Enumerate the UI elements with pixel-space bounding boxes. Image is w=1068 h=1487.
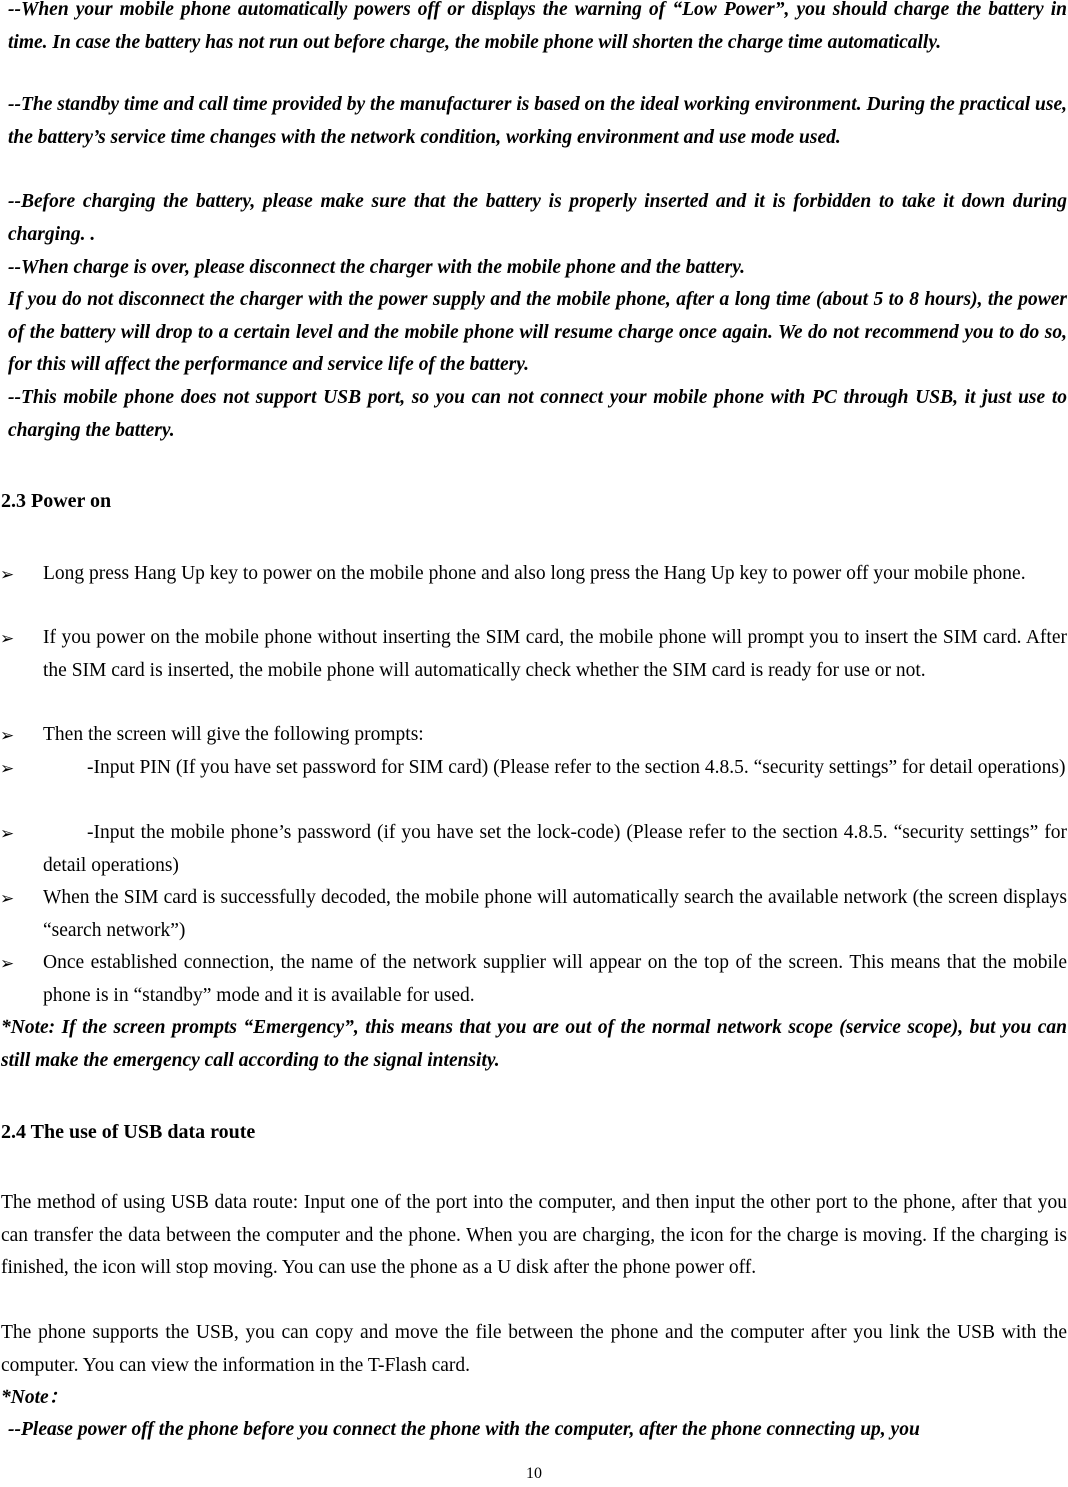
arrow-bullet-icon: ➢	[0, 629, 15, 649]
battery-note-disconnect: --When charge is over, please disconnect the charger with the mobile phone and the battery.	[8, 257, 746, 278]
list-item-text	[43, 752, 1067, 785]
arrow-bullet-icon: ➢	[0, 759, 15, 779]
usb-note-label: *Note：	[1, 1387, 69, 1408]
arrow-bullet-icon: ➢	[0, 565, 15, 585]
battery-note-long-charge: If you do not disconnect the charger with the power supply and the mobile phone, after a long time (about 5 to 8 hours), the power of the battery will drop to a certain level and the mobile phone will resume charge once again. We do not recommend you to do so, for this will affect the performance and service life of the battery.	[8, 289, 1067, 375]
usb-support-paragraph: The phone supports the USB, you can copy and move the file between the phone and the computer after you link the USB with the computer. You can view the information in the T-Flash card.	[1, 1322, 1067, 1376]
usb-note-text: --Please power off the phone before you connect the phone with the computer, after the phone connecting up, you	[8, 1419, 920, 1440]
battery-note-before-charging: --Before charging the battery, please make sure that the battery is properly inserted and it is forbidden to take it down during charging. .	[8, 191, 1067, 245]
battery-note-low-power: --When your mobile phone automatically powers off or displays the warning of “Low Power”, you should charge the battery in time. In case the battery has not run out before charge, the mobile phone will shorten the charge time automatically.	[8, 0, 1067, 53]
usb-method-paragraph: The method of using USB data route: Input one of the port into the computer, and then input the other port to the phone, after that you can transfer the data between the computer and the phone. When you are charging, the icon for the charge is moving. If the charging is finished, the icon will stop moving. You can use the phone as a U disk after the phone power off.	[1, 1192, 1067, 1278]
arrow-bullet-icon: ➢	[0, 726, 15, 746]
section-heading-usb: 2.4 The use of USB data route	[1, 1121, 256, 1143]
battery-note-standby-time: --The standby time and call time provided by the manufacturer is based on the ideal working environment. During the practical use, the battery’s service time changes with the network condition, working environment and use mode used.	[8, 94, 1067, 148]
arrow-bullet-icon: ➢	[0, 824, 15, 844]
page-number: 10	[526, 1465, 542, 1482]
section-heading-power-on: 2.3 Power on	[1, 490, 112, 512]
list-item-text	[43, 817, 1067, 882]
list-item-content: -Input the mobile phone’s password (if you have set the lock-code) (Please refer to the section 4.8.5. “security settings” for detail operations)	[43, 822, 1067, 876]
list-item-text: Long press Hang Up key to power on the mobile phone and also long press the Hang Up key to power off your mobile phone.	[43, 563, 1026, 584]
battery-note-usb: --This mobile phone does not support USB port, so you can not connect your mobile phone with PC through USB, it just use to charging the battery.	[8, 387, 1067, 441]
list-item-text: When the SIM card is successfully decoded, the mobile phone will automatically search the available network (the screen displays “search network”)	[43, 887, 1067, 941]
emergency-note: *Note: If the screen prompts “Emergency”, this means that you are out of the normal network scope (service scope), but you can still make the emergency call according to the signal intensity.	[1, 1017, 1067, 1071]
list-item-content: -Input PIN (If you have set password for SIM card) (Please refer to the section 4.8.5. “security settings” for detail operations)	[87, 757, 1066, 778]
arrow-bullet-icon: ➢	[0, 954, 15, 974]
list-item-text: If you power on the mobile phone without inserting the SIM card, the mobile phone will prompt you to insert the SIM card. After the SIM card is inserted, the mobile phone will automatically check whether the SIM card is ready for use or not.	[43, 627, 1067, 681]
arrow-bullet-icon: ➢	[0, 889, 15, 909]
list-item-text: Then the screen will give the following prompts:	[43, 724, 424, 745]
list-item-text: Once established connection, the name of the network supplier will appear on the top of the screen. This means that the mobile phone is in “standby” mode and it is available for used.	[43, 952, 1067, 1006]
